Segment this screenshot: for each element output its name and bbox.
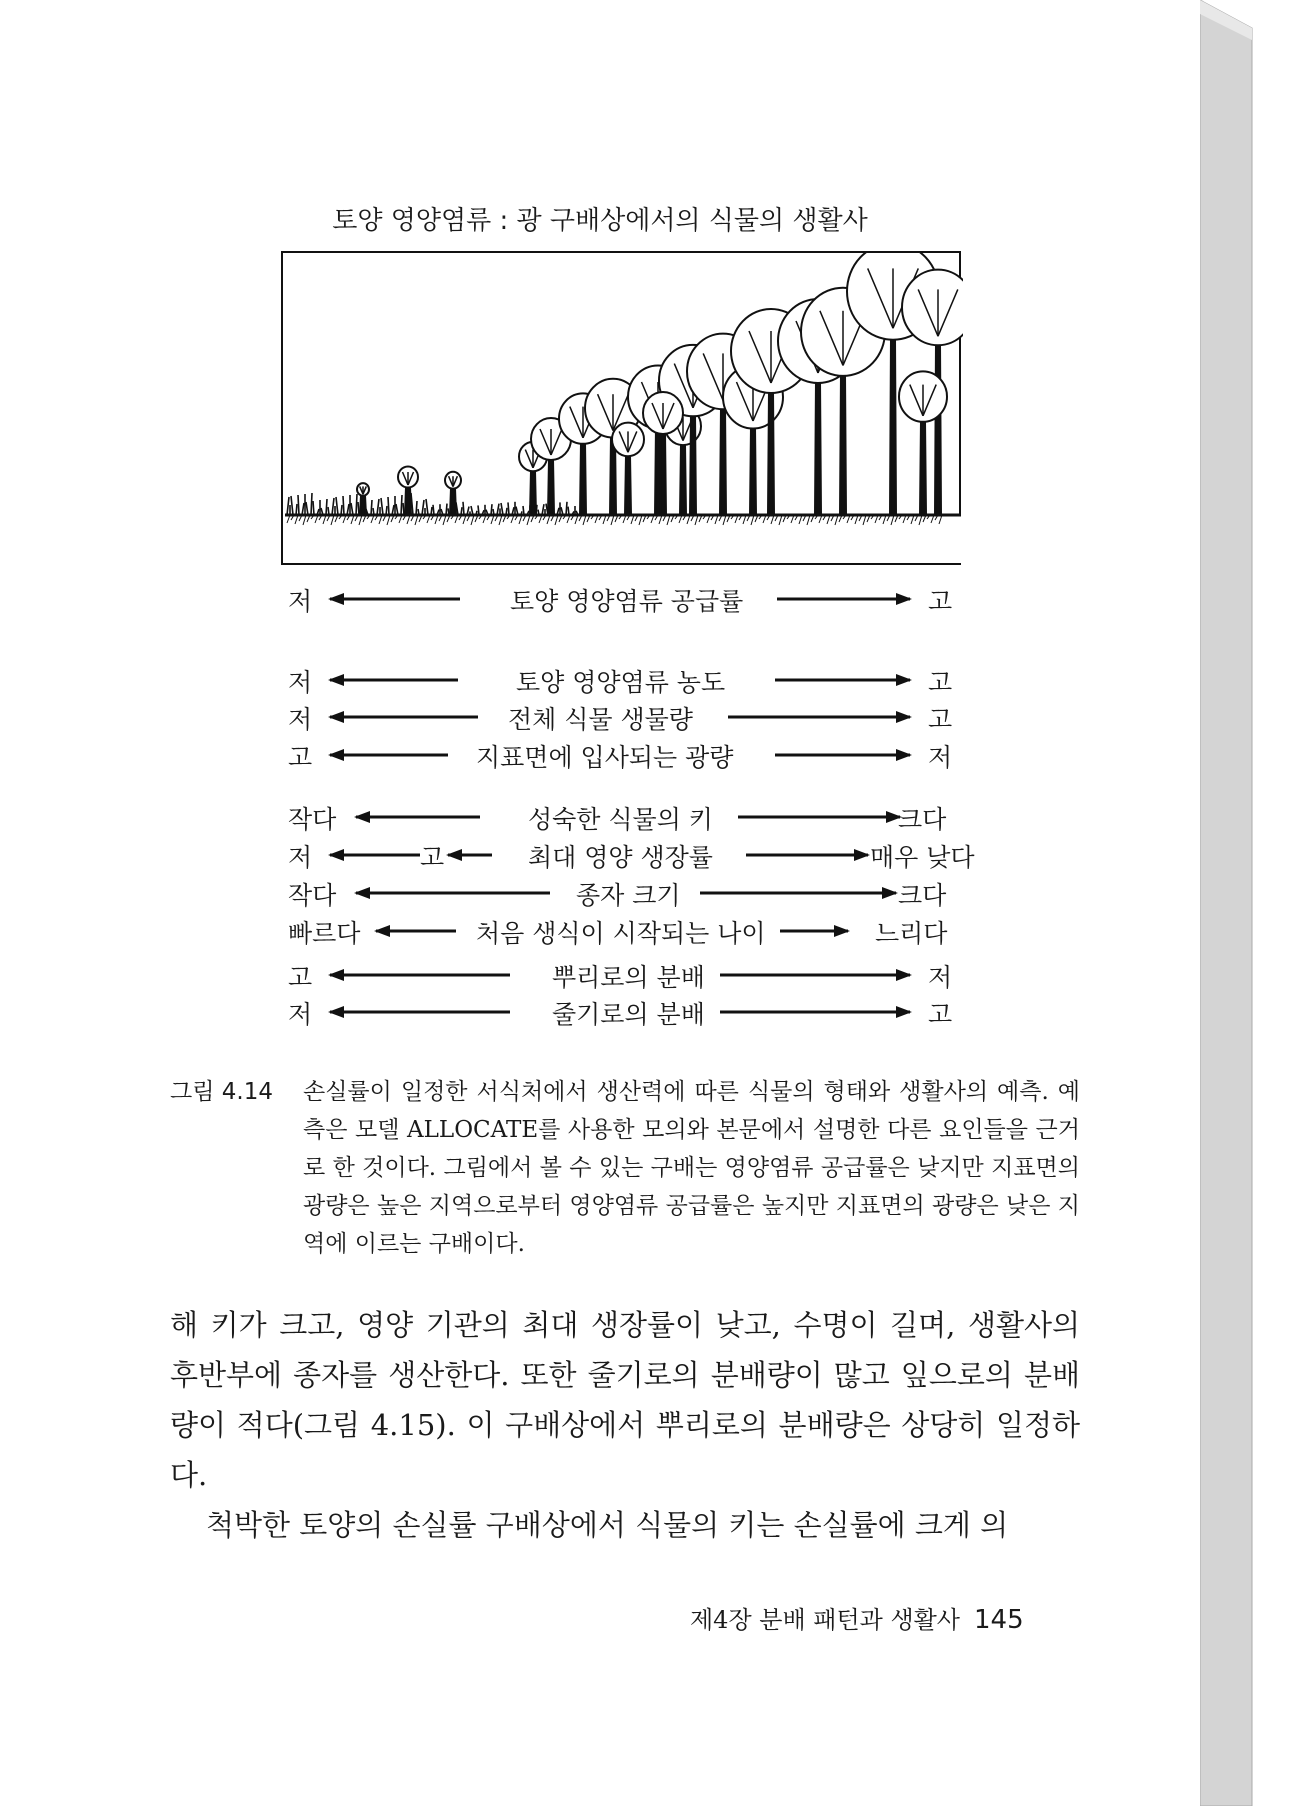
gradient-row (280, 838, 975, 872)
row-left-value: 빠르다 (288, 919, 361, 948)
arrow-head (896, 1006, 912, 1018)
gradient-row (280, 995, 960, 1029)
row-left-value: 작다 (288, 805, 337, 834)
row-label: 지표면에 입사되는 광량 (476, 743, 734, 772)
page-number: 145 (974, 1605, 1024, 1635)
row-label: 종자 크기 (576, 881, 681, 910)
row-label: 줄기로의 분배 (552, 1000, 705, 1029)
arrow-head (354, 887, 370, 899)
arrow-head (354, 811, 370, 823)
row-right-value: 크다 (898, 881, 947, 910)
arrow-head (446, 849, 462, 861)
gradient-row (280, 800, 960, 834)
row-label: 토양 영양염류 공급률 (510, 587, 744, 616)
arrow-head (896, 711, 912, 723)
arrow-head (374, 925, 390, 937)
gradient-row (280, 738, 960, 772)
row-right-value: 고 (928, 587, 953, 616)
arrow-head (328, 711, 344, 723)
row-label: 뿌리로의 분배 (552, 963, 705, 992)
row-left-value: 저 (288, 705, 313, 734)
row-left-value: 고 (288, 743, 313, 772)
gradient-row (280, 700, 960, 734)
gradient-row (280, 663, 960, 697)
row-right-value: 고 (928, 668, 953, 697)
gradient-row (280, 958, 960, 992)
row-left-value: 저 (288, 843, 313, 872)
row-left-value: 고 (288, 963, 313, 992)
row-left-value: 저 (288, 668, 313, 697)
row-label: 처음 생식이 시작되는 나이 (476, 919, 766, 948)
supply-gradient-row (280, 582, 960, 616)
caption-label: 그림 4.14 (170, 1079, 273, 1105)
row-right-value: 크다 (898, 805, 947, 834)
arrow-head (328, 969, 344, 981)
row-right-value: 매우 낮다 (870, 843, 975, 872)
row-right-value: 고 (928, 1000, 953, 1029)
gradient-row (280, 876, 960, 910)
chapter-title: 제4장 분배 패턴과 생활사 (690, 1606, 960, 1634)
arrow-head (328, 749, 344, 761)
gradient-row (280, 914, 960, 948)
body-paragraph-2: 척박한 토양의 손실률 구배상에서 식물의 키는 손실률에 크게 의 (206, 1508, 1009, 1542)
page-footer (690, 1600, 1050, 1635)
body-paragraph-1: 해 키가 크고, 영양 기관의 최대 생장률이 낮고, 수명이 길며, 생활사의 후반부에 종자를 생산한다. 또한 줄기로의 분배량이 많고 잎으로의 분배량이 적다(그림 4.15). 이 구배상에서 뿌리로의 분배량은 상당히 일정하다. (170, 1308, 1080, 1492)
arrow-head (896, 969, 912, 981)
row-right-value: 고 (928, 705, 953, 734)
book-edge (1200, 0, 1291, 1806)
row-right-value: 저 (928, 743, 953, 772)
arrow-head (834, 925, 850, 937)
forest-gradient-illustration (281, 251, 961, 565)
row-left-value: 저 (288, 1000, 313, 1029)
arrow-head (896, 674, 912, 686)
row-left-value: 작다 (288, 881, 337, 910)
row-label: 최대 영양 생장률 (528, 843, 713, 872)
arrow-head (854, 849, 870, 861)
figure-title: 토양 영양염류 : 광 구배상에서의 식물의 생활사 (332, 206, 868, 236)
tree-gradient-drawing (283, 253, 963, 567)
arrow-head (328, 1006, 344, 1018)
row-label: 성숙한 식물의 키 (528, 805, 713, 834)
row-right-value: 느리다 (875, 919, 948, 948)
arrow-head (328, 849, 344, 861)
arrow-head (328, 674, 344, 686)
caption-text: 손실률이 일정한 서식처에서 생산력에 따른 식물의 형태와 생활사의 예측. 예측은 모델 ALLOCATE를 사용한 모의와 본문에서 설명한 다른 요인들을 근거로 한 것이다. 그림에서 볼 수 있는 구배는 영양염류 공급률은 낮지만 지표면의 광량은 높은 지역으로부터 영양염류 공급률은 높지만 지표면의 광량은 낮은 지역에 이르는 구배이다. (303, 1079, 1080, 1257)
row-left-value: 저 (288, 587, 313, 616)
arrow-head (882, 887, 898, 899)
body-text (170, 1300, 1080, 1550)
arrow-head (896, 749, 912, 761)
row-right-value: 저 (928, 963, 953, 992)
row-mid-value: 고 (420, 843, 445, 872)
row-label: 토양 영양염류 농도 (516, 668, 726, 697)
row-label: 전체 식물 생물량 (508, 705, 693, 734)
